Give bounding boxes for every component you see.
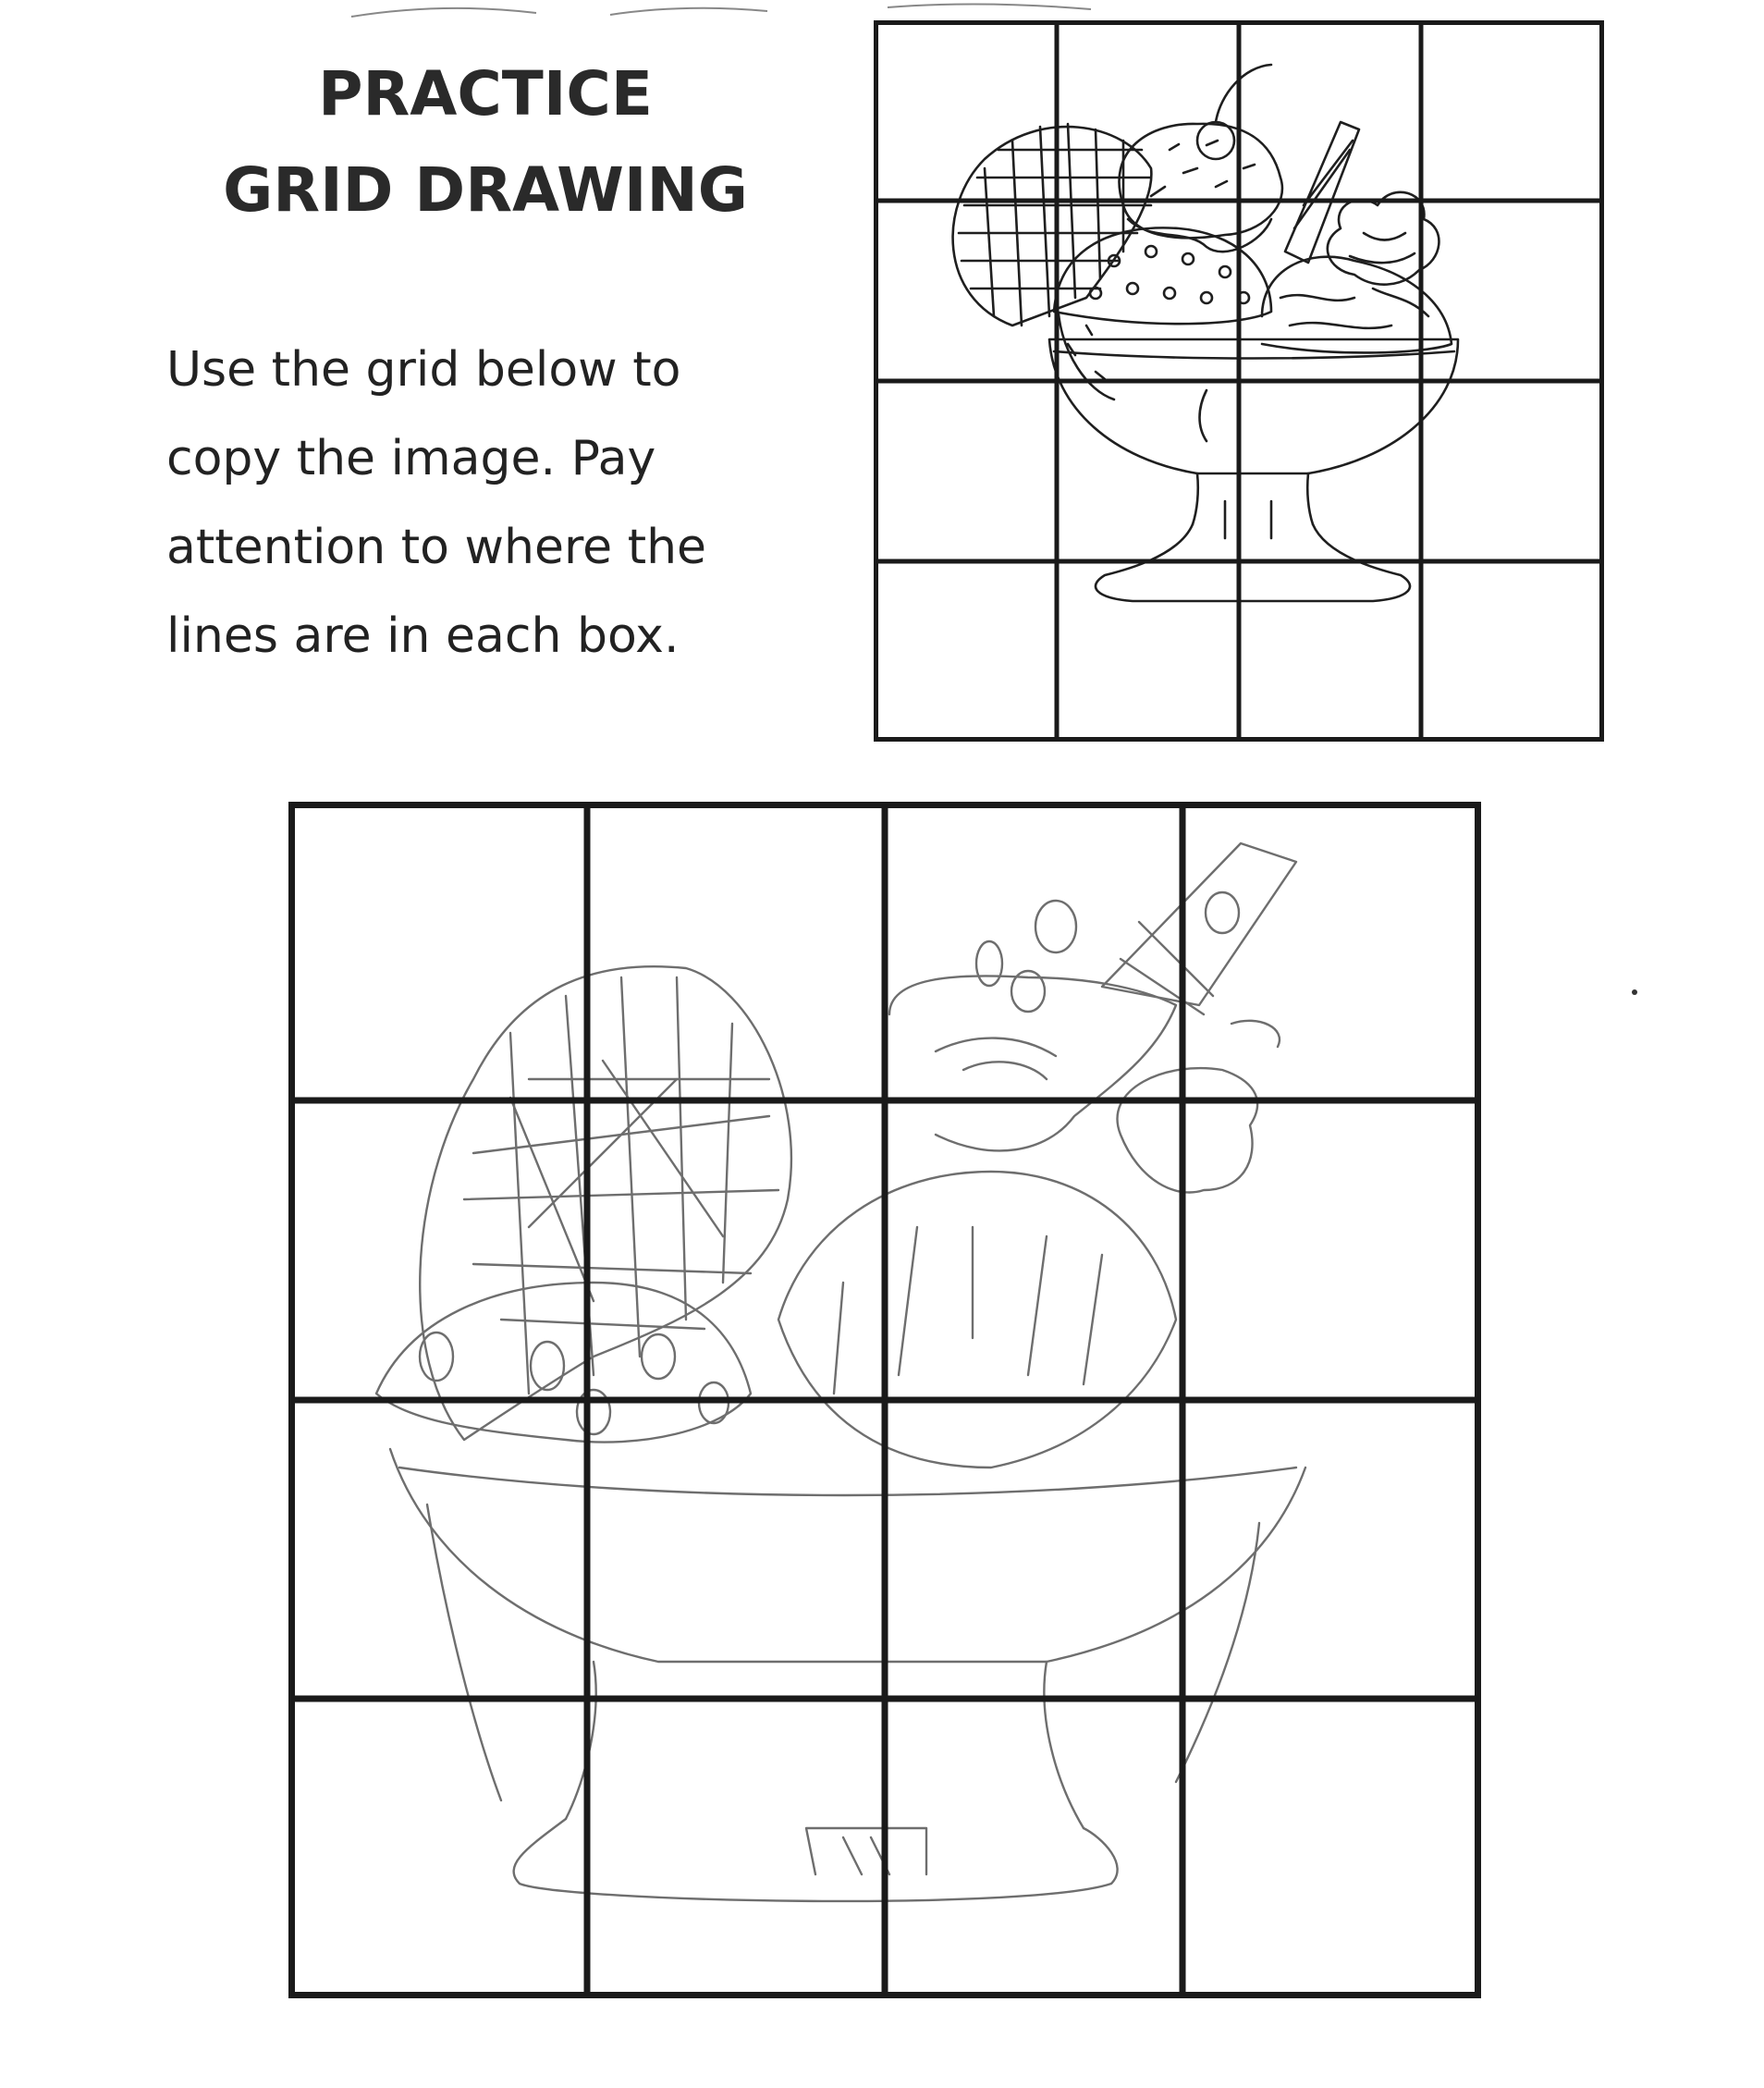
top-edge-pencil-marks xyxy=(333,0,1220,18)
reference-sundae-art xyxy=(953,65,1458,601)
sketch-sundae-bowl xyxy=(390,1449,1305,1901)
title-line-practice: PRACTICE xyxy=(318,58,653,129)
instruction-line-4: lines are in each box. xyxy=(166,608,680,664)
sketch-top-scoop xyxy=(889,901,1176,1150)
sketch-swirl-scoop xyxy=(778,1172,1176,1468)
title-line-grid-drawing: GRID DRAWING xyxy=(223,154,748,226)
sketch-sprinkle-scoop xyxy=(376,1283,751,1443)
practice-grid xyxy=(288,802,1481,1998)
instruction-line-2: copy the image. Pay xyxy=(166,431,656,486)
wafer-stick-drawing xyxy=(1285,122,1359,263)
instruction-line-3: attention to where the xyxy=(166,520,707,575)
pencil-sketch-drawing xyxy=(376,843,1305,1901)
stray-ink-dot xyxy=(1632,989,1637,995)
waffle-wafer-drawing xyxy=(953,124,1152,325)
practice-grid-lines xyxy=(288,802,1481,1998)
instruction-line-1: Use the grid below to xyxy=(166,342,681,398)
sketch-wafer xyxy=(420,966,791,1440)
reference-grid xyxy=(874,20,1604,742)
sketch-whipped-cream xyxy=(1118,1021,1280,1193)
reference-grid-lines xyxy=(874,20,1604,742)
instructions-text xyxy=(166,325,777,681)
worksheet-title xyxy=(166,46,804,239)
